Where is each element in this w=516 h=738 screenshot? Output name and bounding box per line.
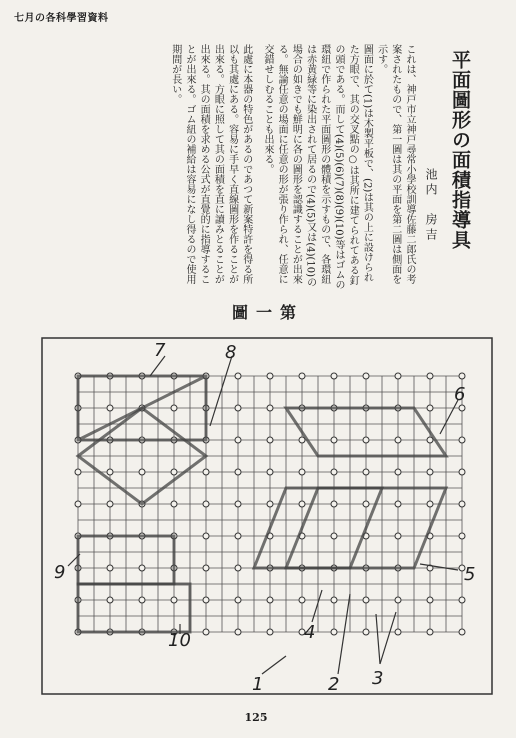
nail-pin [459, 373, 465, 379]
body-paragraph-2: 圖面に於て(1)は木製平板で、(2)は其の上に設けられた方眼で、其の交叉點の○は其所に建てられてある釘の頭である。而して(4)(5)(6)(7)(8)(9)(10)等はゴムの環紐で作られた平面圖形の體積を示すもので、各環紐は赤黄緑等に染出されて居るので(4)(5)又は(4)(10)の場合の如きでも鮮明に各の圖形を認識することが出來る。無論任意の場面に任意の形が張り作られ、任意に交錯せしむることも出來る。 [261, 44, 373, 290]
nail-pin [139, 469, 145, 475]
nail-pin [395, 629, 401, 635]
nail-pin [267, 501, 273, 507]
board-outline [42, 338, 492, 694]
nail-pin [299, 469, 305, 475]
nail-pin [363, 597, 369, 603]
label-3: 3 [372, 668, 384, 689]
label-10: 10 [168, 630, 191, 651]
nail-pin [267, 469, 273, 475]
nail-pin [363, 373, 369, 379]
article-body [169, 44, 416, 290]
nail-pin [395, 437, 401, 443]
nail-pin [395, 373, 401, 379]
nail-pin [235, 469, 241, 475]
nail-pin [331, 533, 337, 539]
nail-pin [459, 629, 465, 635]
label-1: 1 [252, 674, 264, 695]
nail-pin [331, 469, 337, 475]
body-paragraph-1: これは、神戸市立神戸尋常小學校訓導佐藤二郎氏の考案されたもので、第一圖は其の平面を第二圖は側面を示す。 [375, 44, 415, 284]
nail-pin [395, 597, 401, 603]
nail-pin [427, 373, 433, 379]
label-7: 7 [154, 340, 166, 361]
label-8: 8 [225, 342, 237, 363]
nail-pin [203, 533, 209, 539]
nail-pin [427, 437, 433, 443]
nail-pin [107, 501, 113, 507]
nail-pin [139, 565, 145, 571]
nail-pin [459, 405, 465, 411]
page-number: 125 [244, 711, 268, 724]
body-paragraph-3: 此處に本器の特色があるのであつて新案特許を得る所以も其處にある。容易に手早く直線圖形を作ることが出來る。方眼に照して其の面積を直に讀みとることが出來る。其の面積を求める公式が直覺的に指導することが出來る。ゴム紐の補給は容易になし得るので使用期間が長い。 [169, 44, 252, 284]
nail-pin [107, 565, 113, 571]
nail-pin [331, 373, 337, 379]
nail-pin [107, 405, 113, 411]
nail-pin [203, 597, 209, 603]
nail-pin [267, 437, 273, 443]
nail-pin [203, 629, 209, 635]
nail-pin [171, 597, 177, 603]
nail-pin [299, 437, 305, 443]
nail-pin [235, 501, 241, 507]
nail-pin [267, 629, 273, 635]
label-6: 6 [454, 384, 466, 405]
nail-pin [459, 533, 465, 539]
nail-pin [171, 405, 177, 411]
nail-pin [363, 469, 369, 475]
leader-lines [68, 356, 458, 674]
nail-pin [363, 501, 369, 507]
nail-pin [75, 469, 81, 475]
nail-pin [395, 533, 401, 539]
nail-pin [75, 501, 81, 507]
nail-pin [235, 565, 241, 571]
nail-pin [331, 597, 337, 603]
nail-pin [235, 597, 241, 603]
nail-pin [427, 405, 433, 411]
nail-pin [235, 373, 241, 379]
nail-pin [299, 373, 305, 379]
nail-pin [363, 629, 369, 635]
nail-pin [299, 597, 305, 603]
nail-pin [299, 501, 305, 507]
nail-pin [427, 501, 433, 507]
nail-pin [107, 469, 113, 475]
nail-pin [459, 437, 465, 443]
label-9: 9 [54, 562, 66, 583]
label-5: 5 [464, 564, 476, 585]
nail-pin [235, 533, 241, 539]
nail-pin [459, 501, 465, 507]
nail-pin [427, 629, 433, 635]
nail-pin [331, 629, 337, 635]
nail-pin [267, 373, 273, 379]
nail-pin [267, 405, 273, 411]
nail-pin [235, 629, 241, 635]
nail-pin [203, 501, 209, 507]
nail-pin [459, 597, 465, 603]
nail-pin [427, 597, 433, 603]
label-4: 4 [304, 622, 316, 643]
figure-1-diagram [40, 334, 496, 698]
nail-pin [331, 501, 337, 507]
nail-pin [203, 565, 209, 571]
nail-pin [139, 597, 145, 603]
nail-pin [235, 437, 241, 443]
nail-pin [203, 469, 209, 475]
article-title: 平面圖形の面積指導具 [449, 50, 471, 250]
nail-pin [171, 501, 177, 507]
nail-pin [363, 437, 369, 443]
nail-pin [107, 597, 113, 603]
nail-pin [267, 597, 273, 603]
figure-title: 圖一第 [231, 303, 304, 322]
nail-pin [427, 469, 433, 475]
nail-pin [395, 469, 401, 475]
label-2: 2 [328, 674, 340, 695]
author-name: 池内 房吉 [424, 168, 438, 243]
nail-pin [331, 437, 337, 443]
shape-10-band [78, 584, 190, 632]
nail-pin [171, 469, 177, 475]
page-header: 七月の各科學習資料 [14, 13, 109, 24]
nail-pin [395, 501, 401, 507]
nail-pin [459, 469, 465, 475]
nail-pin [235, 405, 241, 411]
